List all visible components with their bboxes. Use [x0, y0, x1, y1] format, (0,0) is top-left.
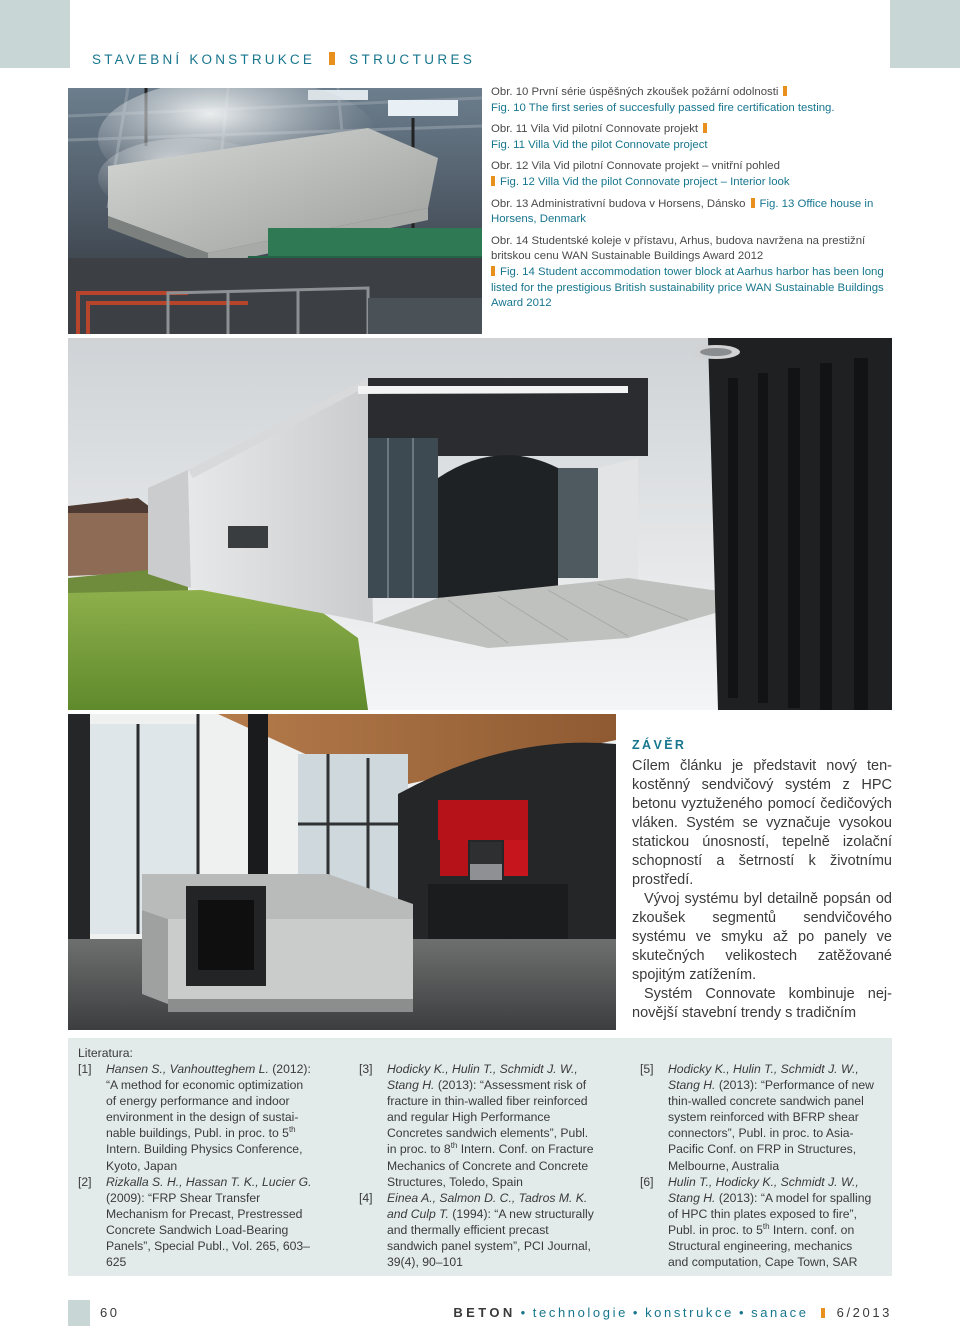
reference-body: (2013): “A model for spalling of HPC thin plates exposed to fire”, Publ. in proc. to 5	[668, 1190, 872, 1237]
reference-authors: Hansen S., Vanhoutteghem L.	[106, 1062, 269, 1076]
conclusion-heading: ZÁVĚR	[632, 738, 687, 752]
conclusion-paragraph: Cílem článku je představit nový tenkostěnný sendvičový systém z HPC betonu vyztuženého pomocí čedičových vláken. Systém se vyznačuje vysokou statickou únosností, tepelně izolační schopností a šetrností k životnímu prostředí.	[632, 758, 892, 888]
corner-tab-right	[890, 0, 960, 68]
heading-separator	[329, 52, 335, 65]
section-heading-cz: STAVEBNÍ KONSTRUKCE	[92, 52, 316, 67]
literature-column-3	[640, 1061, 875, 1270]
photo-villa-exterior	[68, 338, 892, 710]
reference-body: (2009): “FRP Shear Transfer Mechanism for Precast, Prestressed Concrete Sandwich Load-Bearing Panels”, Special Publ., Vol. 265, 603–625	[106, 1190, 310, 1270]
caption-cz: Obr. 14 Studentské koleje v přístavu, Arhus, budova navržena na prestižní britskou cenu WAN Sustainable Buildings Award 2012	[491, 234, 866, 263]
caption-fig11	[491, 122, 891, 153]
reference-body-tail: Intern. Conf. on Fracture Mechanics of Concrete and Concrete Structures, Toledo, Spain	[387, 1142, 594, 1189]
caption-fig12	[491, 159, 891, 190]
bullet-dot: •	[738, 1305, 747, 1320]
footer-marker	[821, 1308, 825, 1318]
caption-cz: Obr. 12 Vila Vid pilotní Connovate projekt – vnitřní pohled	[491, 160, 780, 173]
conclusion-paragraph: Vývoj systému byl detailně popsán od zkoušek segmentů sendvičového systému ve smyku až po panely ve skutečných velikostech zatěžované spojitým zatížením.	[632, 891, 892, 983]
caption-cz: Obr. 10 První série úspěšných zkoušek požární odolnosti	[491, 86, 779, 98]
photo-villa-interior	[68, 714, 616, 1030]
photo-fire-test	[68, 88, 482, 334]
reference-item	[640, 1061, 875, 1174]
reference-body: (1994): “A new structurally and thermally efficient precast sandwich panel system”, PCI Journal, 39(4), 90–101	[387, 1206, 594, 1270]
reference-body: (2013): “Performance of new thin-walled concrete sandwich panel system reinforced with BFRP shear connectors”, Publ. in proc. to Asia-Pacific Conf. on FRP in Structures, Melbourne, Australia	[668, 1078, 874, 1173]
bullet-dot: •	[632, 1305, 641, 1320]
reference-item	[78, 1174, 313, 1271]
reference-authors: Rizkalla S. H., Hassan T. K., Lucier G.	[106, 1174, 312, 1189]
literature-column-1	[78, 1061, 313, 1270]
journal-name: BETON	[453, 1305, 516, 1320]
caption-en: Fig. 11 Villa Vid the pilot Connovate project	[491, 138, 708, 151]
reference-authors: Hodicky K., Hulin T., Schmidt J. W., Stang H.	[387, 1062, 578, 1093]
fire-test-illustration	[68, 88, 482, 334]
caption-fig14	[491, 234, 891, 312]
reference-superscript: th	[450, 1141, 458, 1151]
figure-captions	[491, 85, 891, 318]
reference-number: [6]	[640, 1174, 654, 1189]
footer-journal-line	[453, 1305, 892, 1320]
section-heading-en: STRUCTURES	[349, 52, 476, 67]
reference-authors: Hulin T., Hodicky K., Schmidt J. W., Stang H.	[668, 1174, 859, 1205]
caption-en: Fig. 13 Office house in Horsens, Denmark	[491, 197, 874, 226]
literature-column-2	[359, 1061, 594, 1270]
journal-issue: 6/2013	[836, 1305, 892, 1320]
corner-tab-left	[0, 0, 70, 68]
caption-marker	[491, 176, 495, 186]
reference-item	[359, 1061, 594, 1190]
reference-text	[668, 1174, 875, 1271]
reference-item	[640, 1174, 875, 1271]
page-number: 60	[100, 1305, 120, 1320]
caption-marker	[491, 266, 495, 276]
reference-superscript: th	[288, 1125, 296, 1135]
reference-number: [2]	[78, 1174, 92, 1189]
caption-en: Fig. 10 The first series of succesfully passed fire certification testing.	[491, 101, 835, 114]
caption-en: Fig. 14 Student accommodation tower block at Aarhus harbor has been long listed for the prestigious British sustainability price WAN Sustainable Buildings Award 2012	[491, 265, 884, 310]
literature-panel	[68, 1038, 892, 1276]
caption-cz: Obr. 11 Vila Vid pilotní Connovate projekt	[491, 123, 699, 136]
journal-section: konstrukce	[645, 1305, 734, 1320]
reference-authors: Einea A., Salmon D. C., Tadros M. K. and Culp T.	[387, 1190, 588, 1221]
caption-marker	[783, 86, 787, 96]
reference-number: [4]	[359, 1190, 373, 1205]
journal-section: technologie	[532, 1305, 628, 1320]
reference-text	[387, 1190, 594, 1270]
caption-marker	[703, 123, 707, 133]
caption-en: Fig. 12 Villa Vid the pilot Connovate project – Interior look	[500, 175, 790, 188]
reference-number: [1]	[78, 1062, 92, 1076]
reference-item	[359, 1190, 594, 1270]
villa-interior-illustration	[68, 714, 616, 1030]
reference-body: (2012): “A method for economic optimization of energy performance and indoor environment in the design of sustainable buildings, Publ. in proc. to 5	[106, 1062, 311, 1141]
reference-text	[106, 1174, 313, 1271]
conclusion-paragraph: Systém Connovate kombinuje nejnovější stavební trendy s tradičním	[632, 986, 892, 1021]
conclusion-section	[632, 736, 892, 1023]
reference-authors: Hodicky K., Hulin T., Schmidt J. W., Stang H.	[668, 1062, 859, 1093]
caption-fig10	[491, 85, 891, 116]
reference-body: (2013): “Assessment risk of fracture in thin-walled fiber reinforced and regular High Performance Concretes sandwich elements”, Publ. in proc. to 8	[387, 1078, 589, 1157]
literature-title: Literatura:	[78, 1046, 133, 1060]
caption-cz: Obr. 13 Administrativní budova v Horsens, Dánsko	[491, 197, 746, 210]
caption-marker	[751, 198, 755, 208]
reference-number: [5]	[640, 1062, 654, 1076]
reference-text	[668, 1061, 875, 1174]
reference-superscript: th	[762, 1221, 770, 1231]
reference-number: [3]	[359, 1062, 373, 1076]
journal-section: sanace	[751, 1305, 809, 1320]
villa-exterior-illustration	[68, 338, 892, 710]
caption-fig13	[491, 197, 891, 228]
reference-text	[106, 1061, 313, 1174]
reference-body-tail: Intern. conf. on Structural engineering, mechanics and computation, Cape Town, SAR	[668, 1222, 858, 1270]
bullet-dot: •	[520, 1305, 528, 1320]
reference-text	[387, 1061, 594, 1190]
reference-body-tail: Intern. Building Physics Conference, Kyoto, Japan	[106, 1142, 303, 1173]
footer-tab	[68, 1300, 90, 1326]
reference-item	[78, 1061, 313, 1174]
section-heading	[92, 52, 475, 67]
